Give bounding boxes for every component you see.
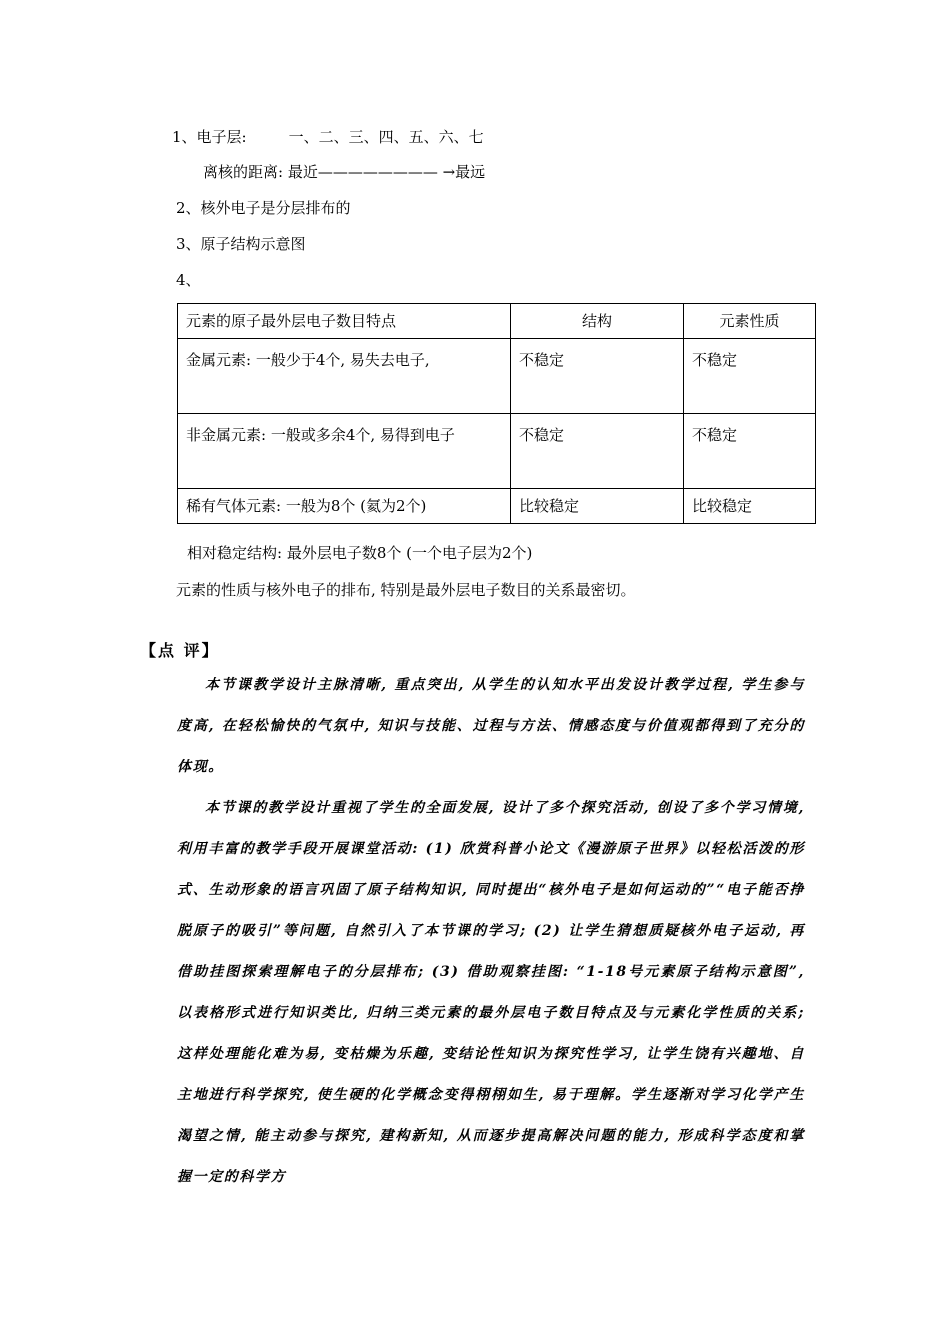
table-header-cell: 元素性质 (684, 304, 816, 339)
outer-electron-table (177, 303, 816, 524)
distance-line: 离核的距离: 最近———————— →最远 (203, 163, 486, 181)
table-cell: 不稳定 (511, 339, 684, 414)
table-cell: 不稳定 (684, 339, 816, 414)
table-cell: 比较稳定 (684, 489, 816, 524)
item-four-label: 4、 (176, 271, 201, 289)
table-cell: 不稳定 (511, 414, 684, 489)
table-header-row (178, 304, 816, 339)
table-cell: 稀有气体元素: 一般为8个 (氦为2个) (178, 489, 511, 524)
table-row (178, 339, 816, 414)
structure-diagram-line: 3、原子结构示意图 (176, 235, 306, 253)
layered-distribution-line: 2、核外电子是分层排布的 (176, 199, 351, 217)
table-cell: 金属元素: 一般少于4个, 易失去电子, (178, 339, 511, 414)
table-cell: 非金属元素: 一般或多余4个, 易得到电子 (178, 414, 511, 489)
electron-shell-line (172, 127, 484, 147)
electron-shell-label: 1、电子层: (172, 128, 247, 146)
table-cell: 不稳定 (684, 414, 816, 489)
review-heading: 【点 评】 (140, 641, 220, 660)
table-cell: 比较稳定 (511, 489, 684, 524)
table-header-cell: 结构 (511, 304, 684, 339)
table-row (178, 414, 816, 489)
stable-structure-line: 相对稳定结构: 最外层电子数8个 (一个电子层为2个) (187, 544, 533, 562)
review-paragraph-2: 本节课的教学设计重视了学生的全面发展, 设计了多个探究活动, 创设了多个学习情境, 利用丰富的教学手段开展课堂活动: (1) 欣赏科普小论文《漫游原子世界》以轻松活泼的形式、生动形象的语言巩固了原子结构知识, 同时提出“核外电子是如何运动的”“电子能否挣脱原子的吸引”等问题, 自然引入了本节课的学习; (2) 让学生猜想质疑核外电子运动, 再借助挂图探索理解电子的分层排布; (3) 借助观察挂图: “1-18号元素原子结构示意图”, 以表格形式进行知识类比, 归纳三类元素的最外层电子数目特点及与元素化学性质的关系; 这样处理能化难为易, 变枯燥为乐趣, 变结论性知识为探究性学习, 让学生饶有兴趣地、自主地进行科学探究, 使生硬的化学概念变得栩栩如生, 易于理解。学生逐渐对学习化学产生渴望之情, 能主动参与探究, 建构新知, 从而逐步提高解决问题的能力, 形成科学态度和掌握一定的科学方 (177, 800, 805, 1185)
table-row (178, 489, 816, 524)
property-relation-line: 元素的性质与核外电子的排布, 特别是最外层电子数目的关系最密切。 (176, 581, 636, 599)
review-paragraph-1: 本节课教学设计主脉清晰, 重点突出, 从学生的认知水平出发设计教学过程, 学生参与度高, 在轻松愉快的气氛中, 知识与技能、过程与方法、情感态度与价值观都得到了充分的体现。 (177, 677, 805, 775)
table-header-cell: 元素的原子最外层电子数目特点 (178, 304, 511, 339)
electron-shell-values: 一、二、三、四、五、六、七 (288, 128, 484, 146)
